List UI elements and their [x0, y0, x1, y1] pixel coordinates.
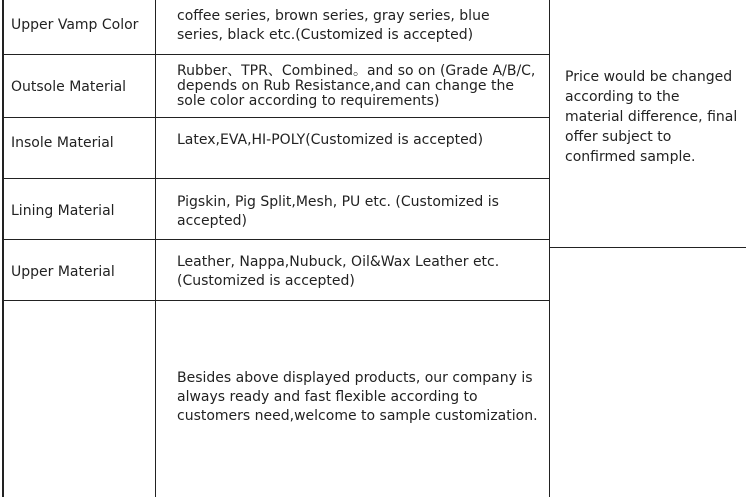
customization-note: Besides above displayed products, our company is always ready and fast flexible according to customers need,welcome to sample customization.	[177, 370, 538, 424]
left-border	[2, 0, 4, 497]
price-note: Price would be changed according to the material difference, final offer subject to confirmed sample.	[565, 69, 738, 165]
row-value-upper-material: Leather, Nappa,Nubuck, Oil&Wax Leather etc. (Customized is accepted)	[177, 254, 500, 289]
row-divider-5	[2, 300, 550, 301]
row-value-outsole-material: Rubber、TPR、Combined。and so on (Grade A/B/C, depends on Rub Resistance,and can change the sole color according to requirements)	[177, 63, 536, 109]
row-label-upper-vamp-color: Upper Vamp Color	[11, 17, 139, 33]
row-value-insole-material: Latex,EVA,HI-POLY(Customized is accepted)	[177, 132, 484, 148]
row-divider-4	[2, 239, 550, 240]
row-value-lining-material: Pigskin, Pig Split,Mesh, PU etc. (Customized is accepted)	[177, 194, 499, 229]
row-divider-right	[549, 247, 746, 248]
row-label-insole-material: Insole Material	[11, 135, 114, 151]
col-divider-1	[155, 0, 156, 497]
row-label-upper-material: Upper Material	[11, 264, 115, 280]
col-divider-2	[549, 0, 550, 497]
row-divider-2	[2, 117, 550, 118]
row-divider-3	[2, 178, 550, 179]
row-divider-1	[2, 54, 550, 55]
row-value-upper-vamp-color: coffee series, brown series, gray series, blue series, black etc.(Customized is accepted)	[177, 8, 490, 43]
row-label-lining-material: Lining Material	[11, 203, 115, 219]
row-label-outsole-material: Outsole Material	[11, 79, 127, 95]
